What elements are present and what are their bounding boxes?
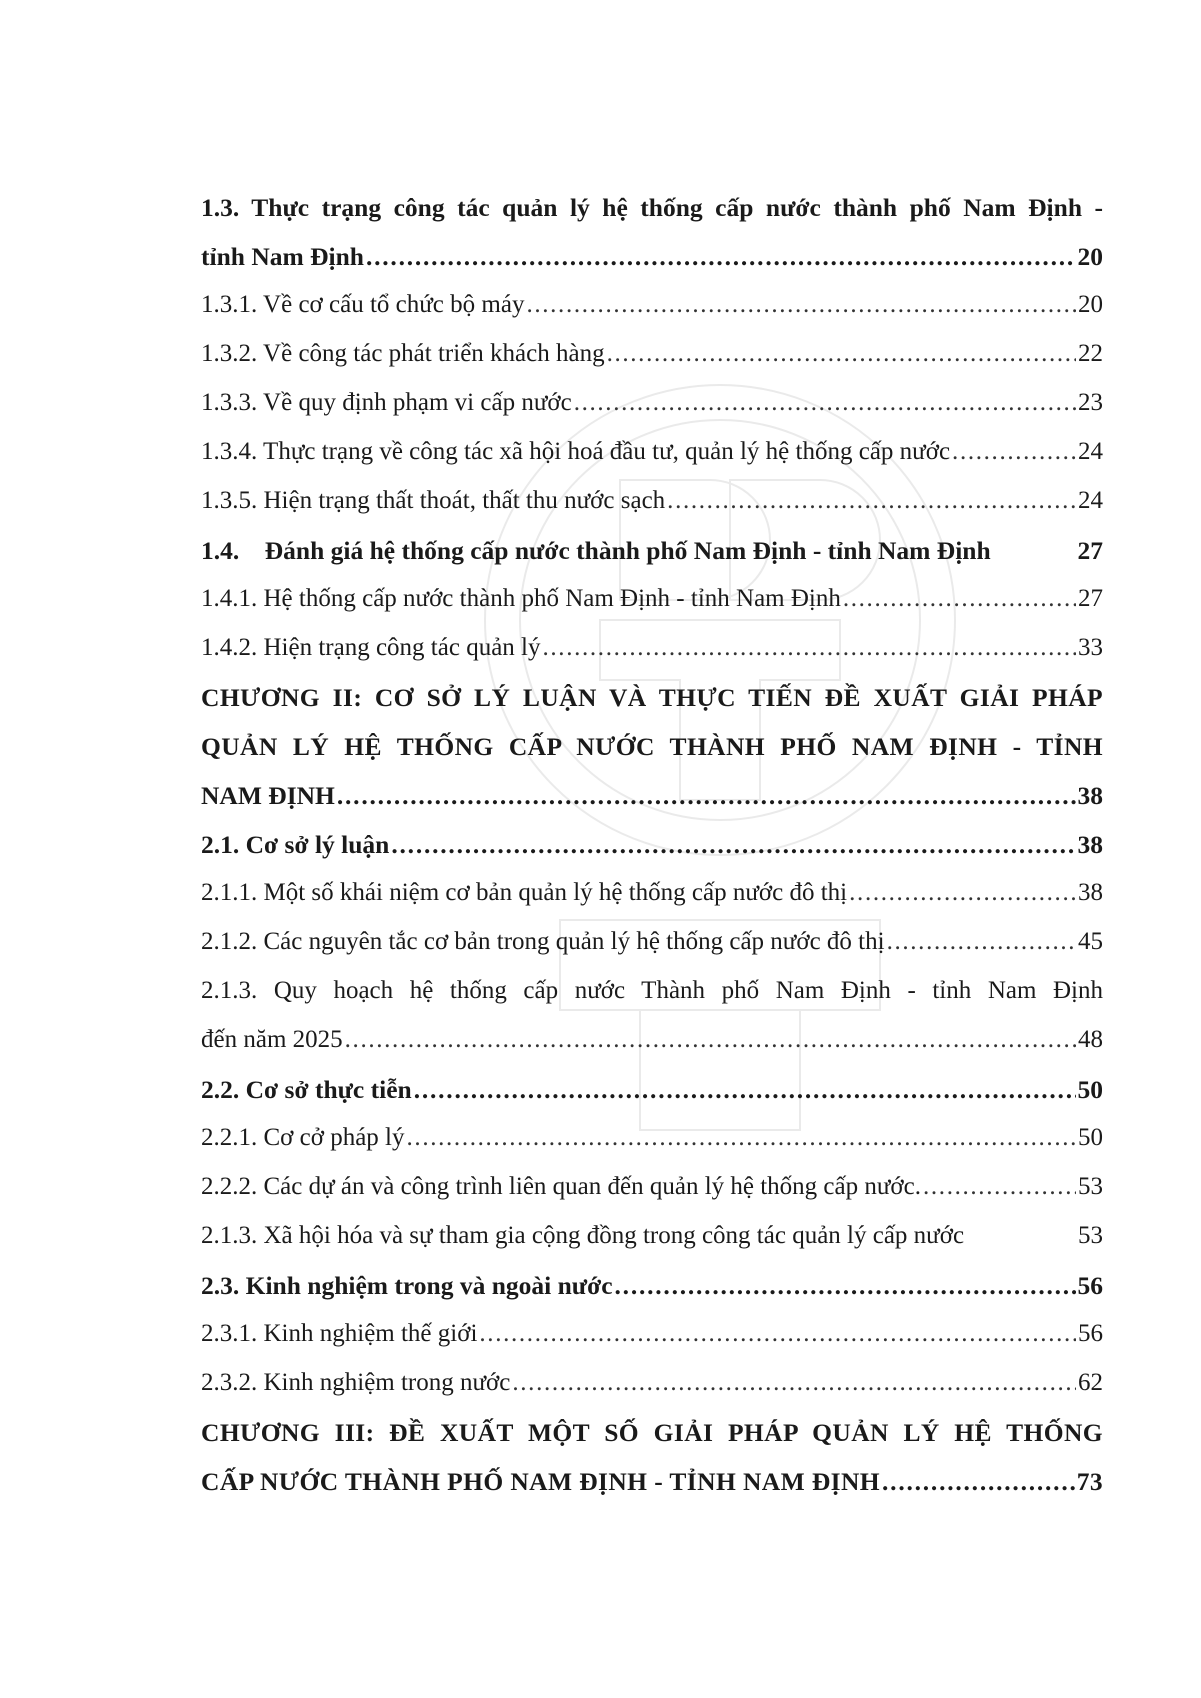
toc-dot-leader [345, 1026, 1076, 1054]
toc-entry [201, 1026, 1103, 1075]
toc-entry-title: 1.4. Đánh giá hệ thống cấp nước thành phố Nam Định - tỉnh Nam Định [201, 536, 991, 565]
table-of-contents [201, 193, 1103, 1516]
toc-entry-title: 1.3.4. Thực trạng về công tác xã hội hoá đầu tư, quản lý hệ thống cấp nước [201, 438, 951, 465]
toc-entry [201, 1173, 1103, 1222]
toc-page-number: 38 [1077, 830, 1103, 859]
toc-entry-title: đến năm 2025 [201, 1026, 343, 1053]
toc-page-number: 73 [1076, 1467, 1103, 1496]
toc-entry-title: QUẢN LÝ HỆ THỐNG CẤP NƯỚC THÀNH PHỐ NAM ĐỊNH - TỈNH [201, 732, 1103, 761]
toc-dot-leader [607, 340, 1076, 368]
toc-entry-title: 2.3.2. Kinh nghiệm trong nước [201, 1369, 511, 1396]
toc-page-number: 53 [1078, 1222, 1103, 1249]
toc-page-number: 45 [1078, 928, 1103, 955]
toc-entry-title: 2.3. Kinh nghiệm trong và ngoài nước [201, 1271, 613, 1300]
toc-entry [201, 585, 1103, 634]
toc-entry-title: 2.1.1. Một số khái niệm cơ bản quản lý hệ thống cấp nước đô thị [201, 879, 848, 906]
toc-dot-leader [849, 879, 1076, 907]
toc-entry-title: tỉnh Nam Định [201, 242, 364, 271]
toc-page-number: 56 [1078, 1320, 1103, 1347]
toc-entry-title: 1.3.2. Về công tác phát triển khách hàng [201, 340, 605, 367]
toc-page-number: 27 [1078, 585, 1103, 612]
toc-page-number: 24 [1078, 487, 1103, 514]
toc-page-number: 38 [1077, 781, 1103, 810]
toc-page-number: 62 [1078, 1369, 1103, 1396]
toc-entry-title: CẤP NƯỚC THÀNH PHỐ NAM ĐỊNH - TỈNH NAM ĐỊNH [201, 1467, 881, 1496]
toc-entry-title: 2.1.3. Quy hoạch hệ thống cấp nước Thành phố Nam Định - tỉnh Nam Định [201, 977, 1103, 1004]
toc-page-number: 53 [1078, 1173, 1103, 1200]
toc-entry [201, 879, 1103, 928]
toc-page-number: 56 [1077, 1271, 1103, 1300]
toc-dot-leader [526, 291, 1076, 319]
toc-dot-leader [574, 389, 1076, 417]
toc-dot-leader [887, 928, 1076, 956]
toc-entry-title: 2.1.2. Các nguyên tắc cơ bản trong quản lý hệ thống cấp nước đô thị [201, 928, 885, 955]
toc-entry-title: 1.3.5. Hiện trạng thất thoát, thất thu nước sạch [201, 487, 666, 514]
toc-entry-title: 1.4.2. Hiện trạng công tác quản lý [201, 634, 541, 661]
toc-entry [201, 1075, 1103, 1124]
toc-page-number: 50 [1077, 1075, 1103, 1104]
toc-entry-title: CHƯƠNG III: ĐỀ XUẤT MỘT SỐ GIẢI PHÁP QUẢN LÝ HỆ THỐNG [201, 1418, 1103, 1447]
toc-dot-leader [543, 634, 1077, 662]
toc-entry [201, 536, 1103, 585]
toc-entry [201, 781, 1103, 830]
toc-entry [201, 340, 1103, 389]
toc-entry-title: 2.2.1. Cơ cở pháp lý [201, 1124, 405, 1151]
toc-entry [201, 683, 1103, 732]
toc-entry [201, 1467, 1103, 1516]
toc-entry [201, 193, 1103, 242]
toc-dot-leader [667, 487, 1076, 515]
toc-page-number: 33 [1078, 634, 1103, 661]
toc-entry [201, 242, 1103, 291]
toc-entry [201, 291, 1103, 340]
toc-dot-leader [615, 1271, 1076, 1301]
toc-entry [201, 977, 1103, 1026]
toc-dot-leader [414, 1075, 1076, 1105]
toc-entry [201, 1320, 1103, 1369]
toc-entry-title: 1.4.1. Hệ thống cấp nước thành phố Nam Định - tỉnh Nam Định [201, 585, 841, 612]
toc-entry [201, 438, 1103, 487]
toc-entry [201, 1222, 1103, 1271]
toc-entry-title: 1.3.1. Về cơ cấu tổ chức bộ máy [201, 291, 525, 318]
toc-entry-title: CHƯƠNG II: CƠ SỞ LÝ LUẬN VÀ THỰC TIẾN ĐỀ XUẤT GIẢI PHÁP [201, 683, 1103, 712]
toc-page-number: 20 [1077, 242, 1103, 271]
toc-dot-leader [952, 438, 1076, 466]
toc-entry [201, 389, 1103, 438]
toc-entry-title: 1.3. Thực trạng công tác quản lý hệ thống cấp nước thành phố Nam Định - [201, 193, 1103, 222]
toc-entry [201, 1124, 1103, 1173]
toc-entry-title: 2.1.3. Xã hội hóa và sự tham gia cộng đồng trong công tác quản lý cấp nước [201, 1222, 965, 1249]
toc-entry-title: NAM ĐỊNH [201, 781, 335, 810]
toc-dot-leader [479, 1320, 1076, 1348]
toc-entry-title: 2.2. Cơ sở thực tiễn [201, 1075, 412, 1104]
toc-entry-title: 2.2.2. Các dự án và công trình liên quan đến quản lý hệ thống cấp nước. [201, 1173, 921, 1200]
toc-page-number: 23 [1078, 389, 1103, 416]
toc-dot-leader [923, 1173, 1076, 1201]
toc-page-number: 27 [1077, 536, 1103, 565]
toc-entry [201, 928, 1103, 977]
toc-dot-leader [366, 242, 1076, 272]
toc-page-number: 38 [1078, 879, 1103, 906]
toc-entry [201, 634, 1103, 683]
toc-entry-title: 2.3.1. Kinh nghiệm thế giới [201, 1320, 478, 1347]
toc-page-number: 50 [1078, 1124, 1103, 1151]
toc-dot-leader [843, 585, 1076, 613]
toc-page-number: 20 [1078, 291, 1103, 318]
toc-dot-leader [337, 781, 1076, 811]
toc-dot-leader [391, 830, 1075, 860]
toc-dot-leader [882, 1467, 1075, 1497]
toc-entry [201, 830, 1103, 879]
toc-entry [201, 732, 1103, 781]
toc-dot-leader [407, 1124, 1076, 1152]
toc-page-number: 24 [1078, 438, 1103, 465]
toc-dot-leader [512, 1369, 1076, 1397]
toc-page-number: 48 [1078, 1026, 1103, 1053]
toc-entry [201, 1271, 1103, 1320]
toc-page-number: 22 [1078, 340, 1103, 367]
toc-entry [201, 487, 1103, 536]
toc-entry-title: 1.3.3. Về quy định phạm vi cấp nước [201, 389, 572, 416]
toc-entry [201, 1418, 1103, 1467]
toc-entry-title: 2.1. Cơ sở lý luận [201, 830, 390, 859]
toc-entry [201, 1369, 1103, 1418]
